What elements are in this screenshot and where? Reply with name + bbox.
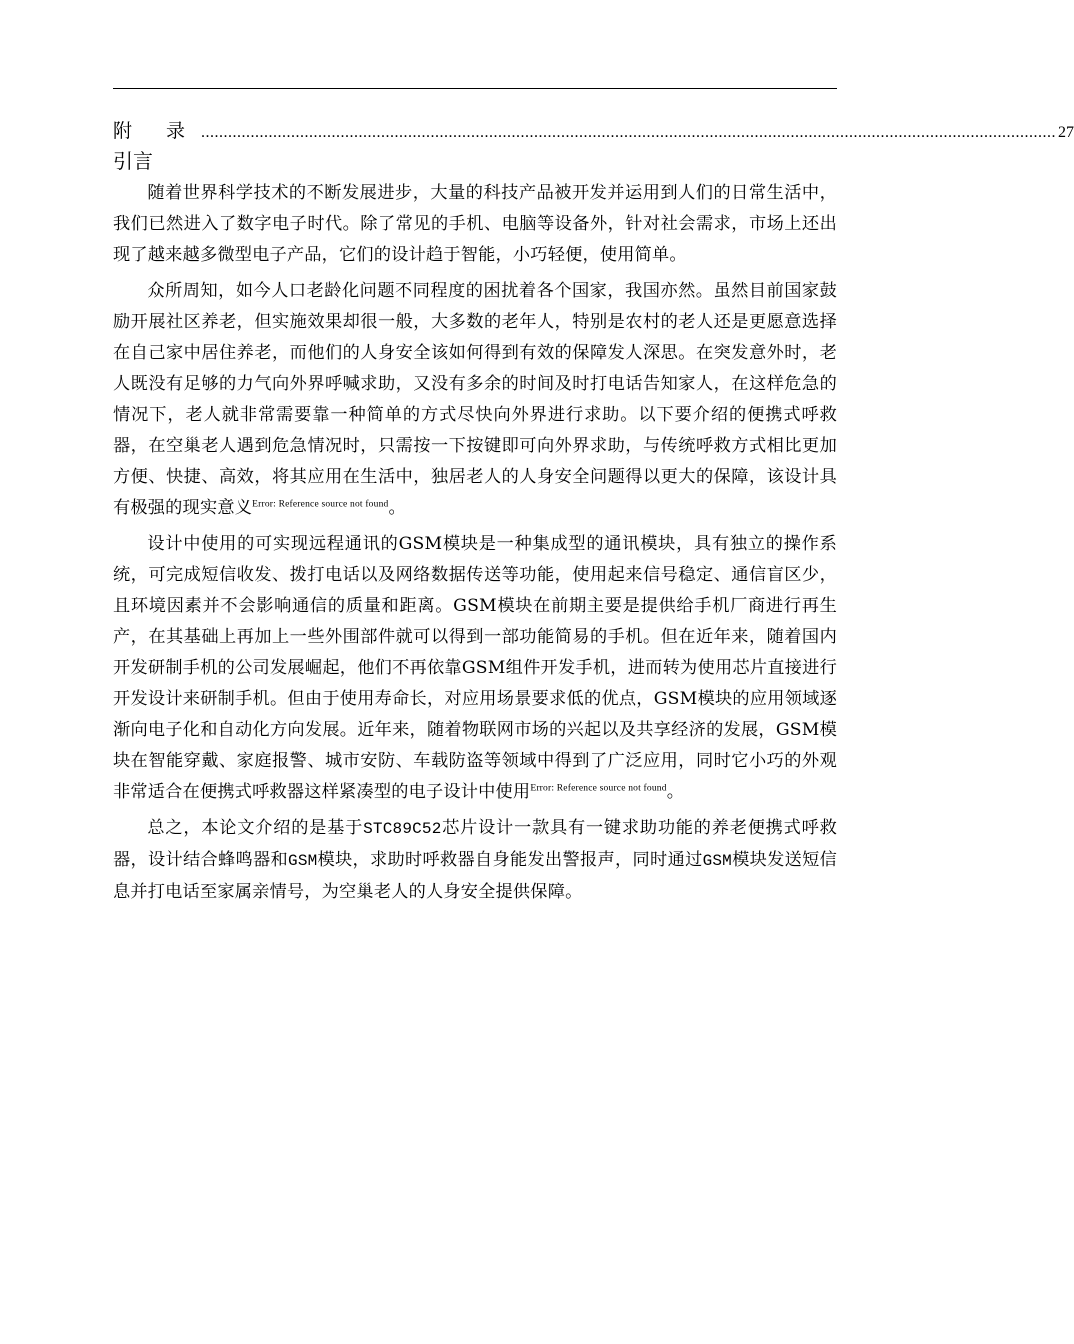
chip-model: STC89C52	[363, 820, 442, 838]
paragraph-2-end: 。	[388, 498, 406, 518]
paragraph-4-text-b: 芯片设计一款具有一键求助功能的养老便携式呼救器，设计结合蜂鸣器和	[113, 818, 837, 870]
body-text	[113, 178, 837, 913]
paragraph-1: 随着世界科学技术的不断发展进步，大量的科技产品被开发并运用到人们的日常生活中，我们已然进入了数字电子时代。除了常见的手机、电脑等设备外，针对社会需求，市场上还出现了越来越多微型电子产品，它们的设计趋于智能，小巧轻便，使用简单。	[113, 183, 837, 265]
paragraph-2	[113, 276, 837, 524]
toc-dot-leader: ..............................................................................................................................................................................................	[201, 124, 1057, 141]
header-rule	[113, 88, 837, 89]
paragraph-4-text-c: 模块，求助时呼救器自身能发出警报声，同时通过	[317, 850, 703, 870]
paragraph-3-text: 设计中使用的可实现远程通讯的GSM模块是一种集成型的通讯模块，具有独立的操作系统，可完成短信收发、拨打电话以及网络数据传送等功能，使用起来信号稳定、通信盲区少，且环境因素并不会影响通信的质量和距离。GSM模块在前期主要是提供给手机厂商进行再生产，在其基础上再加上一些外围部件就可以得到一部功能简易的手机。但在近年来，随着国内开发研制手机的公司发展崛起，他们不再依靠GSM组件开发手机，进而转为使用芯片直接进行开发设计来研制手机。但由于使用寿命长，对应用场景要求低的优点，GSM模块的应用领域逐渐向电子化和自动化方向发展。近年来，随着物联网市场的兴起以及共享经济的发展，GSM模块在智能穿戴、家庭报警、城市安防、车载防盗等领域中得到了广泛应用，同时它小巧的外观非常适合在便携式呼救器这样紧凑型的电子设计中使用	[113, 534, 837, 802]
toc-entry-appendix[interactable]	[113, 117, 1074, 147]
gsm-term-2: GSM	[702, 852, 732, 870]
paragraph-3-end: 。	[666, 782, 685, 802]
reference-error-2[interactable]: Error: Reference source not found	[530, 783, 667, 794]
toc-entry-title: 附 录	[113, 120, 200, 142]
paragraph-3	[113, 529, 837, 808]
gsm-term-1: GSM	[288, 852, 318, 870]
toc-page-number: 27	[1058, 124, 1074, 141]
paragraph-2-text: 众所周知，如今人口老龄化问题不同程度的困扰着各个国家，我国亦然。虽然目前国家鼓励开展社区养老，但实施效果却很一般，大多数的老年人，特别是农村的老人还是更愿意选择在自己家中居住养老，而他们的人身安全该如何得到有效的保障发人深思。在突发意外时，老人既没有足够的力气向外界呼喊求助，又没有多余的时间及时打电话告知家人，在这样危急的情况下，老人就非常需要靠一种简单的方式尽快向外界进行求助。以下要介绍的便携式呼救器，在空巢老人遇到危急情况时，只需按一下按键即可向外界求助，与传统呼救方式相比更加方便、快捷、高效，将其应用在生活中，独居老人的人身安全问题得以更大的保障，该设计具有极强的现实意义	[113, 281, 837, 518]
paragraph-4-text-a: 总之，本论文介绍的是基于	[147, 818, 364, 838]
paragraph-4-text-d: 模块发送短信息并打电话至家属亲情号，为空巢老人的人身安全提供保障。	[113, 850, 837, 902]
section-heading: 引言	[113, 149, 153, 173]
reference-error-1[interactable]: Error: Reference source not found	[252, 499, 389, 510]
paragraph-4	[113, 813, 837, 908]
